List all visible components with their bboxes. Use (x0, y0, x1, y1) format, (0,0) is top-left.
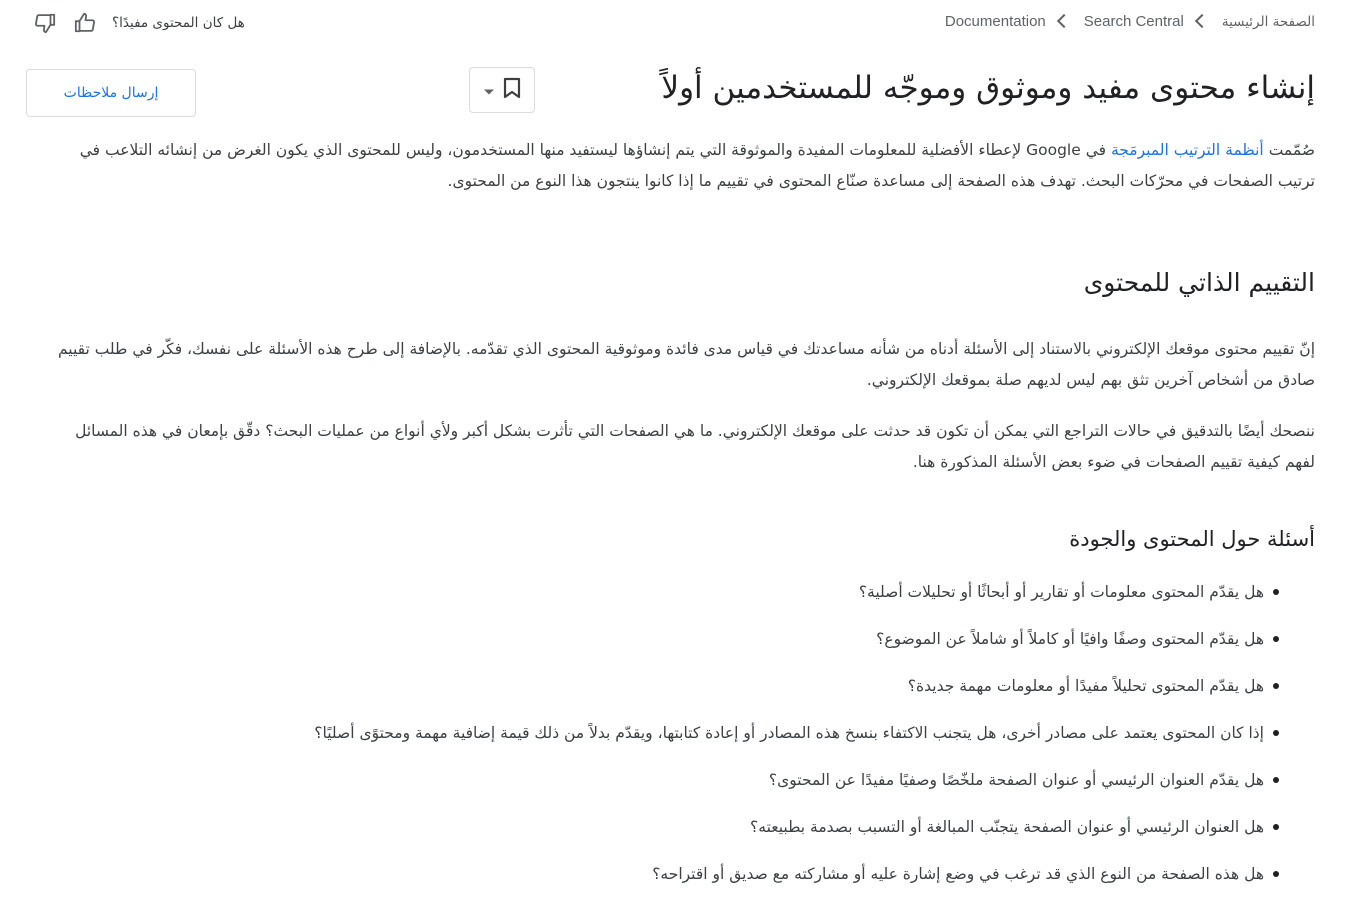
self-assessment-paragraph-1: إنّ تقييم محتوى موقعك الإلكتروني بالاستناد إلى الأسئلة أدناه من شأنه مساعدتك في قياس مدى فائدة وموثوقية المحتوى الذي تقدّمه. بالإضافة إلى طرح هذه الأسئلة على نفسك، فكّر في طلب تقييم صادق من أشخاص آخرين تثق بهم ليس لديهم صلة بموقعك الإلكتروني. (57, 340, 1315, 389)
intro-rest: في Google لإعطاء الأفضلية للمعلومات المفيدة والموثوقة التي يتم إنشاؤها ليستفيد منها المستخدمون، وليس للمحتوى الذي يكون الغرض من إنشائه التلاعب في ترتيب الصفحات في محرّكات البحث. تهدف هذه الصفحة إلى مساعدة صنّاع المحتوى في تقييم ما إذا كانوا ينتجون هذا النوع من المحتوى. (79, 141, 1315, 190)
self-assessment-paragraph-2: ننصحك أيضًا بالتدقيق في حالات التراجع التي يمكن أن تكون قد حدثت على موقعك الإلكتروني. ما هي الصفحات التي تأثرت بشكل أكبر ولأي أنواع من عمليات البحث؟ دقّق بإمعان في هذه المسائل لفهم كيفية تقييم الصفحات في ضوء بعض الأسئلة المذكورة هنا. (75, 422, 1315, 471)
list-item (314, 671, 1315, 718)
helpful-feedback (32, 10, 245, 36)
bookmark-button[interactable] (469, 67, 535, 113)
question-text: هل يقدّم المحتوى معلومات أو تقارير أو أبحاثًا أو تحليلات أصلية؟ (858, 583, 1264, 601)
intro-paragraph (46, 135, 1315, 197)
top-bar (0, 0, 1361, 48)
breadcrumb-search-central-link[interactable]: Search Central (1083, 13, 1184, 30)
bullet (1273, 777, 1279, 783)
page-title: إنشاء محتوى مفيد وموثوق وموجّه للمستخدمين أولاً (661, 70, 1315, 106)
bullet (1273, 636, 1279, 642)
list-item (314, 577, 1315, 624)
question-text: هل يقدّم العنوان الرئيسي أو عنوان الصفحة ملخّصًا وصفيًا مفيدًا عن المحتوى؟ (768, 771, 1264, 789)
content-quality-heading: أسئلة حول المحتوى والجودة (1069, 527, 1315, 551)
chevron-left-icon (1057, 13, 1071, 27)
question-text: هل يقدّم المحتوى وصفًا وافيًا أو كاملاً أو شاملاً عن الموضوع؟ (876, 630, 1264, 648)
question-text: إذا كان المحتوى يعتمد على مصادر أخرى، هل يتجنب الاكتفاء بنسخ هذه المصادر أو إعادة كتابتها، ويقدّم بدلاً من ذلك قيمة إضافية مهمة ومحتوًى أصليًا؟ (314, 724, 1264, 742)
helpful-question: هل كان المحتوى مفيدًا؟ (112, 15, 245, 31)
quality-questions-list (314, 577, 1315, 906)
bullet (1273, 589, 1279, 595)
ranking-systems-link[interactable]: أنظمة الترتيب المبرمَجة (1110, 141, 1264, 159)
breadcrumb-home-link[interactable]: الصفحة الرئيسية (1221, 13, 1315, 30)
question-text: هل العنوان الرئيسي أو عنوان الصفحة يتجنّب المبالغة أو التسبب بصدمة بطبيعته؟ (750, 818, 1264, 836)
chevron-left-icon (1195, 13, 1209, 27)
bullet (1273, 871, 1279, 877)
thumb-up-icon[interactable] (72, 10, 98, 36)
bullet (1273, 683, 1279, 689)
list-item (314, 624, 1315, 671)
question-text: هل يقدّم المحتوى تحليلاً مفيدًا أو معلومات مهمة جديدة؟ (907, 677, 1264, 695)
list-item (314, 765, 1315, 812)
bookmark-icon[interactable] (503, 77, 521, 103)
bullet (1273, 824, 1279, 830)
list-item (314, 718, 1315, 765)
question-text: هل هذه الصفحة من النوع الذي قد ترغب في وضع إشارة عليه أو مشاركته مع صديق أو اقتراحه؟ (652, 865, 1264, 883)
send-feedback-button[interactable]: إرسال ملاحظات (26, 69, 196, 117)
breadcrumb (945, 13, 1315, 30)
bullet (1273, 730, 1279, 736)
intro-lead: صُمّمت (1268, 141, 1315, 159)
list-item (314, 812, 1315, 859)
arrow-drop-down-icon[interactable] (483, 81, 495, 100)
breadcrumb-documentation-link[interactable]: Documentation (944, 13, 1046, 30)
self-assessment-heading: التقييم الذاتي للمحتوى (1083, 268, 1315, 297)
thumb-down-icon[interactable] (32, 10, 58, 36)
list-item (314, 859, 1315, 906)
